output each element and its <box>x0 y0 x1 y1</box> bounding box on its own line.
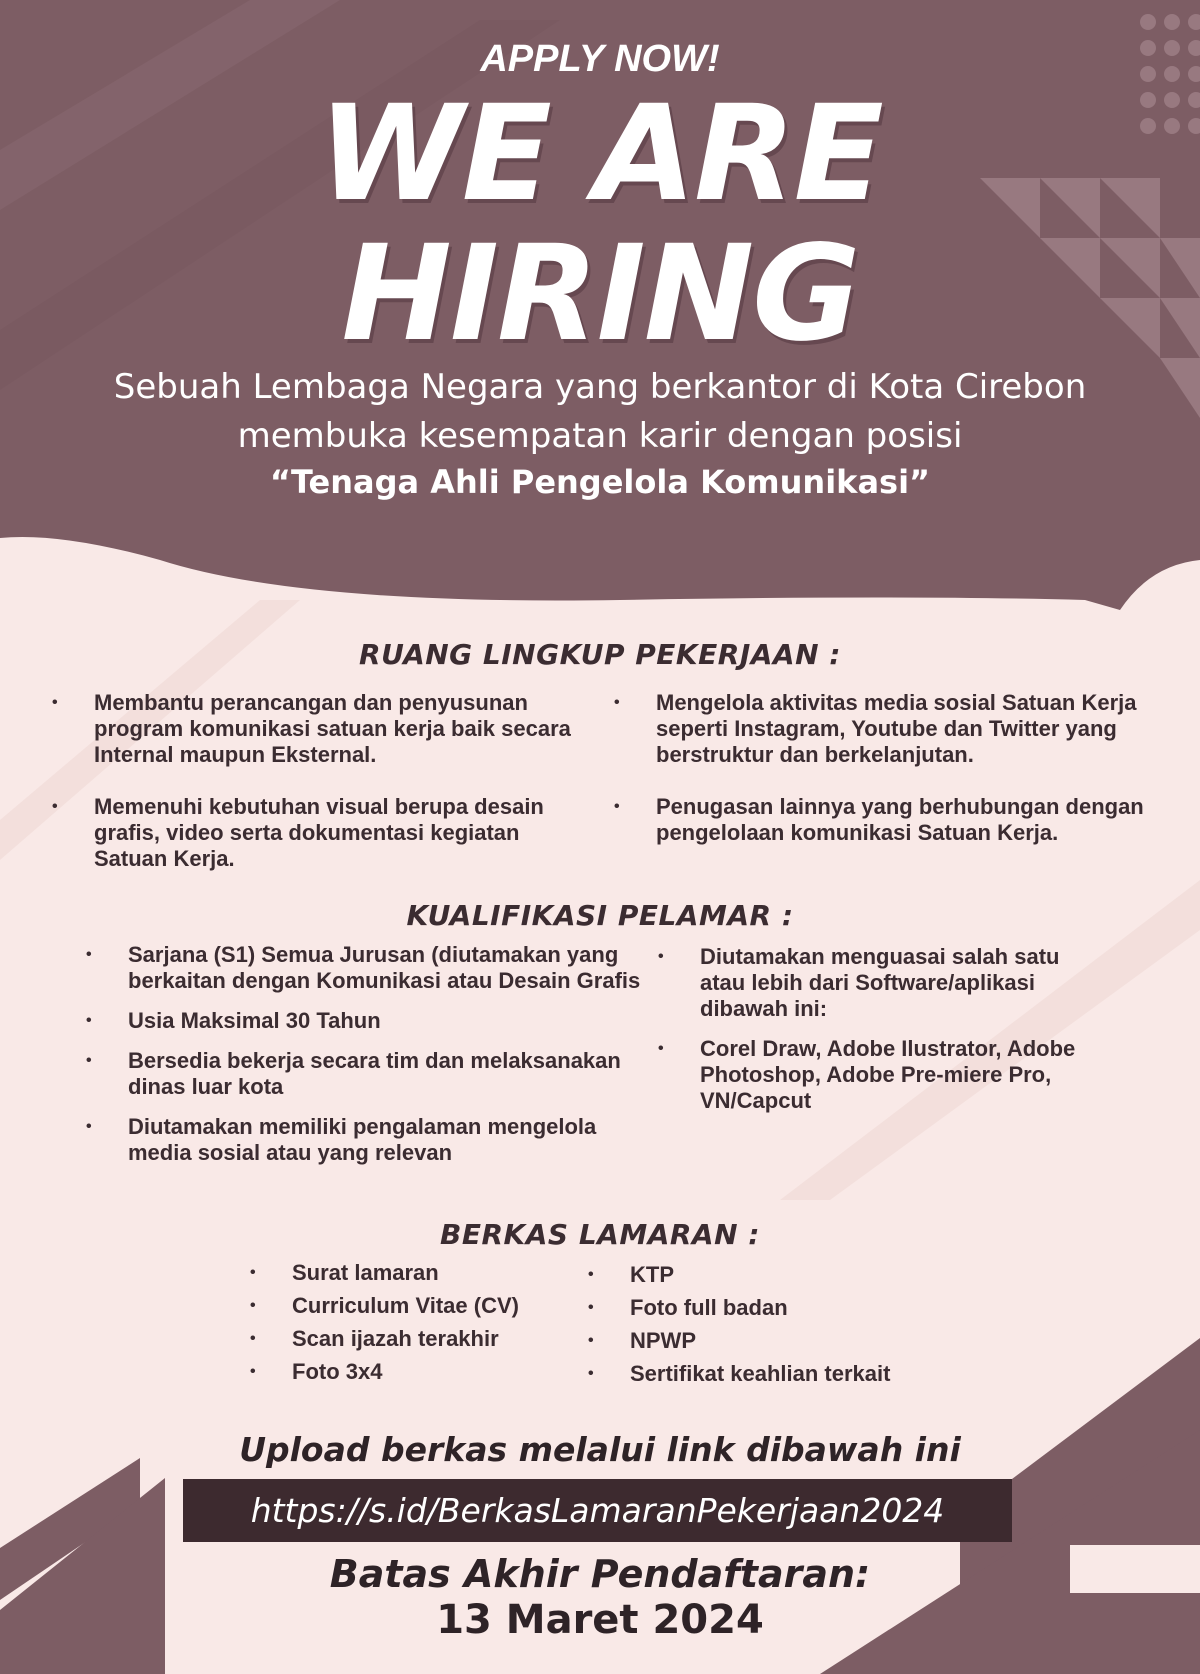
qualifications-heading: KUALIFIKASI PELAMAR : <box>406 899 794 932</box>
list-item: • Memenuhi kebutuhan visual berupa desain grafis, video serta dokumentasi kegiatan Satuan Kerja. <box>52 794 572 872</box>
documents-list-left <box>250 1256 570 1388</box>
qualifications-list-right <box>658 944 1098 1128</box>
list-item: • Diutamakan menguasai salah satu atau lebih dari Software/aplikasi dibawah ini: <box>658 944 1098 1022</box>
deadline-label: Batas Akhir Pendaftaran: <box>329 1552 871 1596</box>
scope-heading: RUANG LINGKUP PEKERJAAN : <box>359 638 841 671</box>
documents-list-right <box>588 1258 948 1390</box>
list-item: • Foto 3x4 <box>250 1355 570 1388</box>
list-item: • NPWP <box>588 1324 948 1357</box>
list-item: • Sarjana (S1) Semua Jurusan (diutamakan yang berkaitan dengan Komunikasi atau Desain Grafis <box>86 942 646 994</box>
apply-now-tagline: APPLY NOW! <box>480 38 720 80</box>
software-list <box>658 1036 1098 1114</box>
list-item: • Curriculum Vitae (CV) <box>250 1289 570 1322</box>
upload-instruction: Upload berkas melalui link dibawah ini <box>239 1430 961 1469</box>
link-banner <box>183 1479 1012 1542</box>
deadline-date: 13 Maret 2024 <box>436 1597 764 1643</box>
title-line-2: HIRING <box>341 217 859 371</box>
list-item: • Foto full badan <box>588 1291 948 1324</box>
list-item: • Bersedia bekerja secara tim dan melaksanakan dinas luar kota <box>86 1048 646 1100</box>
list-item: • Diutamakan memiliki pengalaman mengelola media sosial atau yang relevan <box>86 1114 646 1166</box>
list-item: • Surat lamaran <box>250 1256 570 1289</box>
list-item: • KTP <box>588 1258 948 1291</box>
intro-line-2: membuka kesempatan karir dengan posisi <box>237 416 963 456</box>
scope-list-right <box>614 690 1174 872</box>
documents-heading: BERKAS LAMARAN : <box>440 1218 760 1251</box>
list-item: • Mengelola aktivitas media sosial Satuan Kerja seperti Instagram, Youtube dan Twitter yang berstruktur dan berkelanjutan. <box>614 690 1174 768</box>
list-item: • Penugasan lainnya yang berhubungan dengan pengelolaan komunikasi Satuan Kerja. <box>614 794 1174 846</box>
list-item: • Usia Maksimal 30 Tahun <box>86 1008 646 1034</box>
scope-list-left <box>52 690 572 898</box>
list-item: • Scan ijazah terakhir <box>250 1322 570 1355</box>
intro-line-1: Sebuah Lembaga Negara yang berkantor di Kota Cirebon <box>113 367 1087 407</box>
qualifications-list-left <box>86 942 646 1180</box>
list-item: • Membantu perancangan dan penyusunan program komunikasi satuan kerja baik secara Internal maupun Eksternal. <box>52 690 572 768</box>
list-item: • Sertifikat keahlian terkait <box>588 1357 948 1390</box>
application-link[interactable]: https://s.id/BerkasLamaranPekerjaan2024 <box>250 1491 945 1530</box>
software-list-item: • Corel Draw, Adobe Ilustrator, Adobe Photoshop, Adobe Pre-miere Pro, VN/Capcut <box>658 1036 1098 1114</box>
position-title: “Tenaga Ahli Pengelola Komunikasi” <box>269 463 931 501</box>
title-line-1: WE ARE <box>318 77 882 231</box>
software-requirement-list <box>658 944 1098 1022</box>
